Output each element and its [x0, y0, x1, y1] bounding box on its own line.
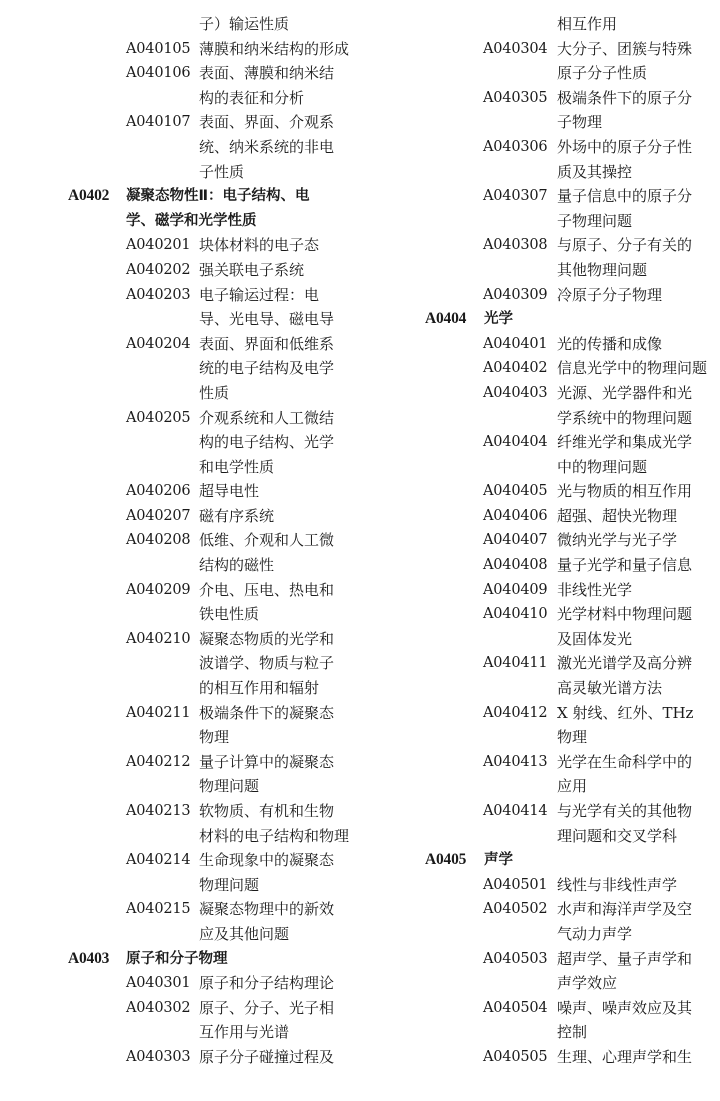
item-title: 生理、心理声学和生 — [557, 1047, 693, 1066]
entry-line — [0, 233, 360, 258]
entry-line — [360, 824, 720, 849]
entry-line — [360, 1020, 720, 1045]
entry-line — [0, 381, 360, 406]
item-code: A040303 — [126, 1048, 191, 1065]
item-title: 物理问题 — [199, 875, 260, 894]
item-title: 强关联电子系统 — [199, 260, 305, 279]
item-code: A040503 — [483, 950, 548, 967]
entry-line — [0, 701, 360, 726]
entry-line — [0, 922, 360, 947]
list-item — [0, 528, 360, 577]
item-title: 水声和海洋声学及空 — [557, 900, 693, 919]
entry-line — [0, 307, 360, 332]
item-title: 表面、界面和低维系 — [199, 334, 335, 353]
entry-line — [0, 1020, 360, 1045]
item-title: 子）输运性质 — [199, 15, 290, 33]
entry-line — [360, 430, 720, 455]
list-item — [0, 897, 360, 946]
section-heading — [360, 848, 720, 873]
entry-line — [360, 37, 720, 62]
item-title: 声学效应 — [557, 974, 618, 993]
entry-line — [360, 676, 720, 701]
entry-line — [360, 307, 720, 332]
item-title: 气动力声学 — [557, 924, 633, 943]
item-title: 物理问题 — [199, 777, 260, 796]
item-title: 互作用与光谱 — [199, 1023, 290, 1042]
list-item — [360, 86, 720, 135]
item-code: A040211 — [126, 704, 191, 721]
list-item — [360, 356, 720, 381]
item-title: 高灵敏光谱方法 — [557, 679, 663, 698]
entry-line — [360, 283, 720, 308]
entry-line — [0, 283, 360, 308]
item-title: 统的电子结构及电学 — [199, 359, 335, 378]
item-code: A040308 — [483, 237, 548, 254]
list-item — [0, 233, 360, 258]
item-code: A040209 — [126, 581, 191, 598]
entry-line — [360, 86, 720, 111]
entry-line — [0, 110, 360, 135]
entry-line — [360, 701, 720, 726]
entry-line — [0, 774, 360, 799]
entry-line — [360, 479, 720, 504]
section-code: A0404 — [425, 310, 467, 328]
item-code: A040410 — [483, 606, 548, 623]
entry-line — [360, 233, 720, 258]
item-code: A040412 — [483, 704, 548, 721]
item-title: 软物质、有机和生物 — [199, 802, 335, 820]
item-code: A040414 — [483, 803, 548, 819]
item-title: 原子、分子、光子相 — [199, 998, 335, 1017]
item-code: A040403 — [483, 384, 548, 401]
item-title: 中的物理问题 — [557, 457, 648, 476]
item-title: 的相互作用和辐射 — [199, 679, 320, 698]
item-code: A040504 — [483, 999, 548, 1016]
list-item — [360, 578, 720, 603]
list-item — [360, 750, 720, 799]
list-item — [0, 578, 360, 627]
item-title: 应及其他问题 — [199, 924, 290, 943]
entry-line — [360, 406, 720, 431]
item-title: 波谱学、物质与粒子 — [199, 654, 335, 673]
item-code: A040215 — [126, 901, 191, 918]
item-title: 外场中的原子分子性 — [557, 137, 693, 156]
list-item — [360, 283, 720, 308]
list-item — [0, 37, 360, 62]
entry-line — [0, 528, 360, 553]
entry-line — [0, 971, 360, 996]
entry-line — [360, 578, 720, 603]
section-heading — [360, 307, 720, 332]
item-title: 极端条件下的原子分 — [557, 88, 693, 107]
list-item — [360, 897, 720, 946]
item-code: A040401 — [483, 335, 548, 352]
item-code: A040306 — [483, 138, 548, 155]
list-item — [0, 258, 360, 283]
item-code: A040210 — [126, 630, 191, 647]
entry-line — [0, 430, 360, 455]
item-title: 应用 — [557, 777, 588, 796]
entry-line — [0, 676, 360, 701]
item-code: A040204 — [126, 335, 191, 352]
entry-line — [360, 12, 720, 37]
item-title: 非线性光学 — [557, 580, 633, 599]
item-code: A040404 — [483, 434, 548, 451]
item-title: 光学材料中物理问题 — [557, 605, 693, 624]
entry-line — [0, 332, 360, 357]
item-code: A040304 — [483, 40, 548, 57]
item-title: 介观系统和人工微结 — [199, 408, 335, 427]
entry-line — [360, 627, 720, 652]
section-title: 光学 — [484, 311, 513, 328]
entry-line — [360, 725, 720, 750]
item-code: A040505 — [483, 1048, 548, 1065]
entry-line — [360, 1045, 720, 1070]
item-code: A040106 — [126, 65, 191, 82]
item-title: 质及其操控 — [557, 162, 633, 181]
item-title: 光与物质的相互作用 — [557, 482, 693, 501]
item-title: 物理 — [557, 728, 588, 747]
left-column — [0, 12, 360, 1070]
list-item — [360, 701, 720, 750]
entry-line — [0, 258, 360, 283]
item-code: A040402 — [483, 360, 548, 377]
entry-line — [0, 824, 360, 849]
item-code: A040105 — [126, 40, 191, 57]
list-item — [0, 799, 360, 848]
item-title: 激光光谱学及高分辨 — [557, 654, 693, 673]
item-title: 理问题和交叉学科 — [557, 826, 678, 845]
item-code: A040309 — [483, 286, 548, 303]
entry-line — [0, 184, 360, 209]
item-code: A040407 — [483, 532, 548, 549]
list-item — [0, 110, 360, 184]
item-code: A040301 — [126, 975, 191, 992]
list-item — [360, 184, 720, 233]
entry-line — [360, 61, 720, 86]
list-item — [0, 971, 360, 996]
list-item — [0, 627, 360, 701]
entry-line — [0, 799, 360, 824]
list-item — [0, 283, 360, 332]
item-title: 超导电性 — [199, 482, 260, 501]
entry-line — [0, 12, 360, 37]
section-heading — [0, 947, 360, 972]
entry-line — [360, 651, 720, 676]
item-title: 凝聚态物质的光学和 — [199, 629, 335, 648]
entry-line — [0, 356, 360, 381]
list-item — [0, 750, 360, 799]
entry-line — [0, 578, 360, 603]
entry-line — [360, 774, 720, 799]
entry-line — [360, 528, 720, 553]
item-title: 导、光电导、磁电导 — [199, 310, 335, 329]
item-title: 构的电子结构、光学 — [199, 433, 335, 452]
section-title: 声学 — [484, 852, 513, 869]
list-item — [360, 1045, 720, 1070]
entry-line — [0, 750, 360, 775]
item-code: A040201 — [126, 237, 191, 254]
list-item — [360, 651, 720, 700]
section-code: A0402 — [68, 187, 110, 205]
list-item — [0, 996, 360, 1045]
section-code: A0405 — [425, 851, 467, 869]
item-title: 信息光学中的物理问题 — [557, 359, 708, 378]
list-item — [360, 553, 720, 578]
entry-line — [0, 873, 360, 898]
entry-line — [0, 602, 360, 627]
entry-line — [0, 61, 360, 86]
item-title: 及固体发光 — [557, 629, 633, 648]
list-item — [360, 12, 720, 37]
item-code: A040413 — [483, 753, 548, 770]
list-item — [0, 12, 360, 37]
item-title: 子物理问题 — [557, 211, 633, 230]
entry-line — [0, 725, 360, 750]
item-title: 极端条件下的凝聚态 — [199, 703, 335, 722]
list-item — [360, 479, 720, 504]
item-code: A040203 — [126, 286, 191, 303]
item-code: A040107 — [126, 114, 191, 131]
entry-line — [360, 209, 720, 234]
item-title: 量子信息中的原子分 — [557, 187, 693, 206]
entry-line — [360, 258, 720, 283]
item-code: A040502 — [483, 901, 548, 918]
item-title: 与原子、分子有关的 — [557, 236, 693, 255]
item-title: 量子计算中的凝聚态 — [199, 752, 335, 771]
item-title: 构的表征和分析 — [199, 88, 305, 107]
entry-line — [360, 332, 720, 357]
list-item — [360, 430, 720, 479]
item-code: A040302 — [126, 999, 191, 1016]
item-code: A040212 — [126, 753, 191, 770]
list-item — [360, 528, 720, 553]
entry-line — [0, 455, 360, 480]
item-title: 光源、光学器件和光 — [557, 383, 693, 402]
list-item — [0, 61, 360, 110]
list-item — [360, 135, 720, 184]
list-item — [0, 1045, 360, 1070]
item-title: 子物理 — [557, 113, 603, 132]
entry-line — [0, 135, 360, 160]
item-title: 性质 — [199, 383, 230, 402]
item-title: 磁有序系统 — [199, 506, 275, 525]
entry-line — [360, 897, 720, 922]
entry-line — [0, 996, 360, 1021]
list-item — [360, 873, 720, 898]
list-item — [360, 381, 720, 430]
list-item — [360, 504, 720, 529]
list-item — [0, 848, 360, 897]
item-title: 超强、超快光物理 — [557, 506, 678, 525]
item-code: A040214 — [126, 852, 191, 869]
item-title: 生命现象中的凝聚态 — [199, 851, 335, 870]
item-title: 铁电性质 — [199, 605, 260, 624]
entry-line — [360, 184, 720, 209]
item-title: 超声学、量子声学和 — [557, 949, 693, 968]
entry-line — [0, 947, 360, 972]
item-title: 学系统中的物理问题 — [557, 408, 693, 427]
item-title: 纤维光学和集成光学 — [557, 433, 693, 452]
item-title: 大分子、团簇与特殊 — [557, 39, 693, 58]
item-code: A040305 — [483, 89, 548, 106]
item-title: 物理 — [199, 728, 230, 747]
item-title: 薄膜和纳米结构的形成 — [199, 39, 350, 58]
entry-line — [360, 602, 720, 627]
list-item — [360, 602, 720, 651]
entry-line — [360, 848, 720, 873]
item-title: 噪声、噪声效应及其 — [557, 998, 693, 1017]
item-title: 光学在生命科学中的 — [557, 752, 693, 771]
entry-line — [0, 651, 360, 676]
entry-line — [0, 406, 360, 431]
entry-line — [360, 873, 720, 898]
entry-line — [360, 947, 720, 972]
entry-line — [0, 86, 360, 111]
entry-line — [0, 37, 360, 62]
item-code: A040408 — [483, 557, 548, 574]
list-item — [360, 947, 720, 996]
item-title: 相互作用 — [557, 15, 618, 33]
item-title: 电子输运过程：电 — [199, 285, 320, 304]
entry-line — [360, 455, 720, 480]
section-title: 原子和分子物理 — [126, 950, 228, 967]
item-title: 表面、界面、介观系 — [199, 113, 335, 132]
list-item — [360, 996, 720, 1045]
item-title: 凝聚态物理中的新效 — [199, 900, 335, 919]
entry-line — [360, 750, 720, 775]
entry-line — [0, 1045, 360, 1070]
list-item — [360, 233, 720, 282]
entry-line — [0, 504, 360, 529]
entry-line — [360, 135, 720, 160]
entry-line — [360, 110, 720, 135]
item-title: 子性质 — [199, 162, 245, 181]
item-title: 与光学有关的其他物 — [557, 802, 693, 820]
section-title: 凝聚态物性Ⅱ：电子结构、电 — [126, 188, 310, 205]
item-title: 介电、压电、热电和 — [199, 580, 335, 599]
entry-line — [0, 553, 360, 578]
entry-line — [360, 996, 720, 1021]
item-code: A040213 — [126, 803, 191, 819]
item-title: 线性与非线性声学 — [557, 875, 678, 894]
item-title: 冷原子分子物理 — [557, 285, 663, 304]
section-title: 学、磁学和光学性质 — [126, 212, 257, 229]
item-title: X 射线、红外、THz — [557, 703, 694, 722]
item-title: 其他物理问题 — [557, 260, 648, 279]
section-heading — [0, 184, 360, 233]
entry-line — [0, 479, 360, 504]
list-item — [360, 799, 720, 848]
item-code: A040307 — [483, 188, 548, 205]
item-title: 控制 — [557, 1023, 588, 1042]
item-code: A040208 — [126, 532, 191, 549]
item-title: 表面、薄膜和纳米结 — [199, 64, 335, 83]
item-title: 原子分子性质 — [557, 64, 648, 83]
list-item — [0, 504, 360, 529]
entry-line — [0, 627, 360, 652]
item-code: A040207 — [126, 507, 191, 524]
item-code: A040202 — [126, 261, 191, 278]
item-title: 和电学性质 — [199, 457, 275, 476]
item-title: 光的传播和成像 — [557, 334, 663, 353]
entry-line — [360, 971, 720, 996]
entry-line — [0, 897, 360, 922]
item-title: 结构的磁性 — [199, 556, 275, 575]
item-code: A040411 — [483, 655, 548, 672]
item-title: 量子光学和量子信息 — [557, 556, 693, 575]
item-title: 统、纳米系统的非电 — [199, 137, 335, 156]
item-code: A040501 — [483, 876, 548, 893]
item-title: 低维、介观和人工微 — [199, 531, 335, 550]
item-code: A040206 — [126, 483, 191, 500]
list-item — [0, 701, 360, 750]
item-title: 原子和分子结构理论 — [199, 974, 335, 993]
entry-line — [360, 553, 720, 578]
item-title: 微纳光学与光子学 — [557, 531, 678, 550]
entry-line — [360, 799, 720, 824]
entry-line — [360, 356, 720, 381]
entry-line — [360, 160, 720, 185]
entry-line — [360, 381, 720, 406]
right-column — [360, 12, 720, 1070]
item-code: A040205 — [126, 409, 191, 426]
entry-line — [360, 922, 720, 947]
section-code: A0403 — [68, 949, 110, 967]
entry-line — [0, 160, 360, 185]
item-title: 块体材料的电子态 — [199, 236, 320, 255]
list-item — [0, 406, 360, 480]
item-title: 材料的电子结构和物理 — [199, 826, 350, 845]
list-item — [0, 332, 360, 406]
entry-line — [0, 848, 360, 873]
list-item — [0, 479, 360, 504]
list-item — [360, 37, 720, 86]
item-code: A040405 — [483, 483, 548, 500]
item-title: 原子分子碰撞过程及 — [199, 1047, 335, 1066]
entry-line — [0, 209, 360, 234]
item-code: A040409 — [483, 581, 548, 598]
list-item — [360, 332, 720, 357]
item-code: A040406 — [483, 507, 548, 524]
entry-line — [360, 504, 720, 529]
